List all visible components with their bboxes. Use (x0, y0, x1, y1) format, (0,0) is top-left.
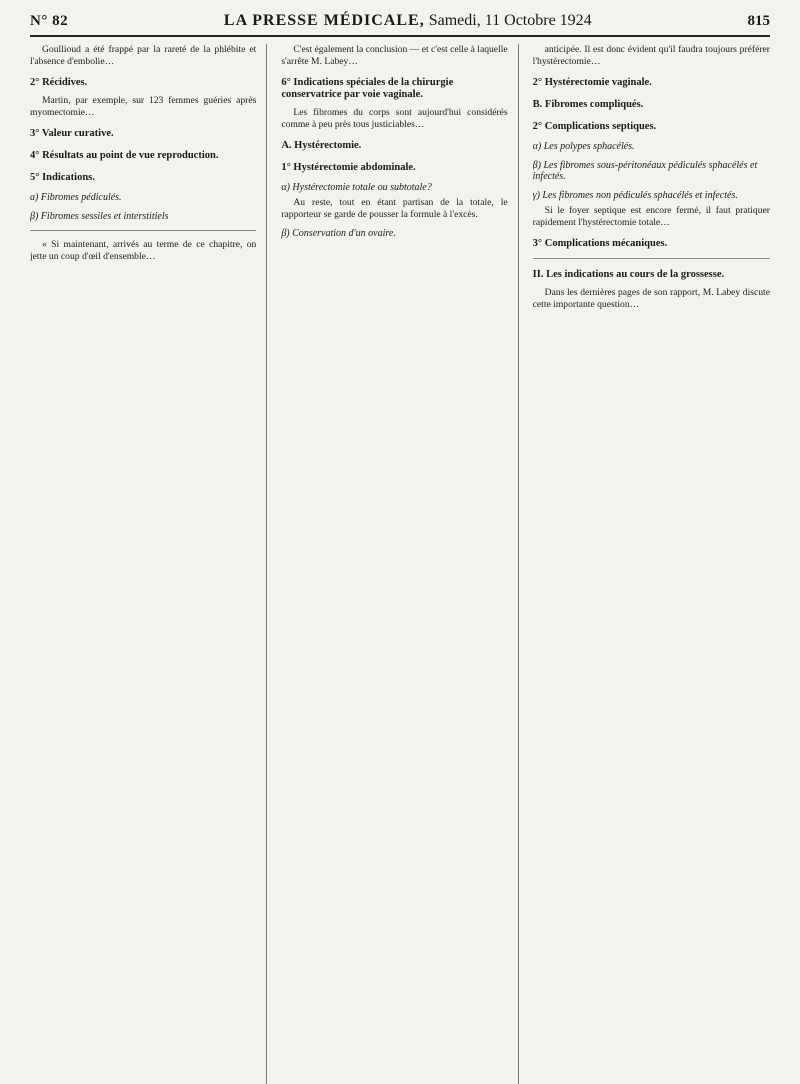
page-header (30, 12, 770, 37)
subheading: β) Conservation d'un ovaire. (281, 228, 396, 239)
column-left (30, 44, 267, 1084)
issue-date: Samedi, 11 Octobre 1924 (428, 12, 592, 29)
section-heading: A. Hystérectomie. (281, 140, 362, 151)
excerpt: Au reste, tout en étant partisan de la totale, le rapporteur se garde de pousser la formule à l'excès. (281, 197, 508, 220)
excerpt: Si le foyer septique est encore fermé, il faut pratiquer rapidement l'hystérectomie totale… (532, 205, 770, 228)
section-heading: 5° Indications. (30, 172, 95, 183)
section-heading: 3° Complications mécaniques. (532, 238, 668, 249)
section-heading: B. Fibromes compliqués. (532, 99, 644, 110)
journal-title: LA PRESSE MÉDICALE, (223, 12, 425, 29)
divider (533, 258, 770, 259)
section-heading: 4° Résultats au point de vue reproduction. (30, 150, 219, 161)
section-heading: 3° Valeur curative. (30, 128, 114, 139)
subheading: γ) Les fibromes non pédiculés sphacélés et infectés. (532, 190, 738, 201)
divider (30, 230, 256, 231)
excerpt: Goullioud a été frappé par la rareté de la phlébite et l'absence d'embolie… (30, 44, 257, 67)
page-folio: 815 (747, 13, 770, 29)
excerpt: Martin, par exemple, sur 123 femmes guéries après myomectomie… (30, 95, 257, 118)
section-heading: 2° Récidives. (30, 77, 88, 88)
issue-number: N° 82 (30, 13, 69, 29)
article-columns (30, 44, 770, 1084)
section-heading: 2° Hystérectomie vaginale. (532, 77, 652, 88)
section-heading: II. Les indications au cours de la grossesse. (532, 269, 725, 280)
section-heading: 1° Hystérectomie abdominale. (281, 162, 416, 173)
subheading: β) Les fibromes sous-péritonéaux pédiculés sphacélés et infectés. (532, 160, 758, 182)
section-heading: 6° Indications spéciales de la chirurgie conservatrice par voie vaginale. (281, 77, 454, 100)
column-middle (281, 44, 518, 1084)
excerpt: anticipée. Il est donc évident qu'il faudra toujours préférer l'hystérectomie… (532, 44, 770, 67)
subheading: β) Fibromes sessiles et interstitiels (30, 211, 169, 222)
masthead (68, 12, 747, 30)
section-heading: 2° Complications septiques. (532, 121, 657, 132)
excerpt: Les fibromes du corps sont aujourd'hui considérés comme à peu près tous justiciables… (281, 107, 508, 130)
subheading: α) Hystérectomie totale ou subtotale? (281, 182, 432, 193)
excerpt: C'est également la conclusion — et c'est celle à laquelle s'arrête M. Labey… (281, 44, 508, 67)
excerpt: « Si maintenant, arrivés au terme de ce chapitre, on jette un coup d'œil d'ensemble… (30, 239, 257, 262)
column-right (533, 44, 770, 1084)
subheading: α) Les polypes sphacélés. (532, 141, 635, 152)
excerpt: Dans les dernières pages de son rapport, M. Labey discute cette importante question… (532, 287, 770, 310)
subheading: a) Fibromes pédiculés. (30, 192, 122, 203)
